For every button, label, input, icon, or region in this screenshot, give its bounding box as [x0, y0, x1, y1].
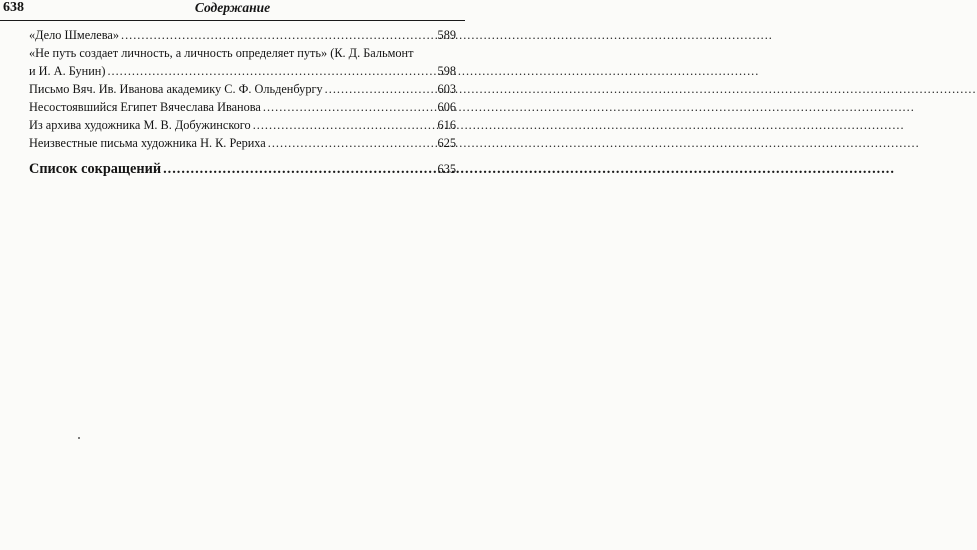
toc-entry-title: «Не путь создает личность, а личность определяет путь» (К. Д. Бальмонт — [29, 46, 414, 60]
toc-entry-title: Письмо Вяч. Ив. Иванова академику С. Ф. Ольденбургу — [29, 82, 323, 96]
dot-leader — [325, 80, 434, 98]
dot-leader — [263, 98, 434, 116]
toc-entry-title: Из архива художника М. В. Добужинского — [29, 118, 251, 132]
print-speck — [78, 437, 80, 439]
dot-leader — [107, 62, 433, 80]
page-number: 638 — [3, 0, 24, 15]
toc-entry-main — [29, 160, 456, 178]
toc-entry-page: 603 — [437, 82, 456, 96]
toc-entry — [29, 80, 456, 98]
dot-leader — [268, 134, 434, 152]
dot-leader — [121, 26, 434, 44]
toc-entry-page: 598 — [437, 64, 456, 78]
toc-entry — [29, 44, 456, 80]
header-rule — [0, 20, 465, 21]
page-header — [0, 0, 465, 24]
toc-entry — [29, 116, 456, 134]
toc-entry-page: 589 — [437, 28, 456, 42]
running-title: Содержание — [194, 0, 271, 15]
toc-entry — [29, 26, 456, 44]
toc-entry — [29, 98, 456, 116]
toc-entry-title: Список сокращений — [29, 161, 162, 177]
toc-entry-title: Несостоявшийся Египет Вячеслава Иванова — [29, 100, 261, 114]
toc-entry-page: 625 — [437, 136, 456, 150]
toc-entry-page: 606 — [437, 100, 456, 114]
toc-entry — [29, 134, 456, 152]
dot-leader — [163, 160, 433, 178]
toc-entry-title: Неизвестные письма художника Н. К. Рериха — [29, 136, 266, 150]
toc-entry-title-continued: и И. А. Бунин) — [29, 64, 106, 78]
toc-entry-page: 635 — [437, 162, 456, 176]
toc-entry-page: 616 — [437, 118, 456, 132]
toc-entry-title: «Дело Шмелева» — [29, 28, 119, 42]
dot-leader — [253, 116, 434, 134]
